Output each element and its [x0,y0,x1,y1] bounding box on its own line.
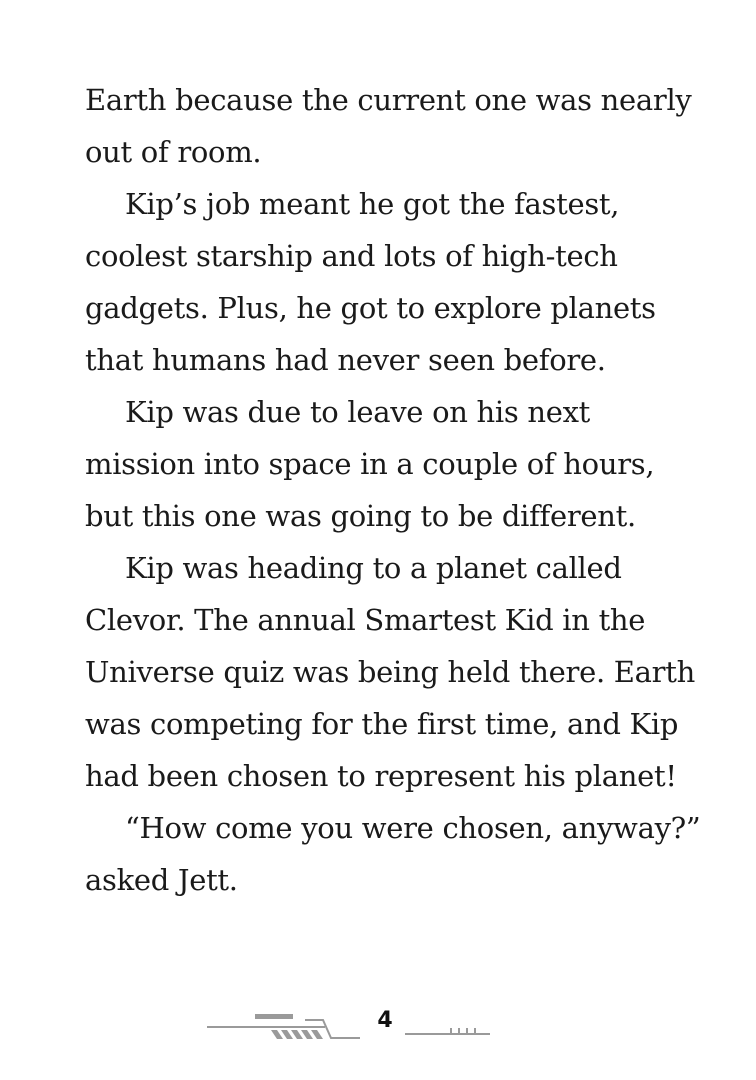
text-line: out of room. [85,135,262,169]
text-line: gadgets. Plus, he got to explore planets [85,291,656,325]
text-line: Clevor. The annual Smartest Kid in the [85,603,646,637]
text-line: was competing for the first time, and Kip [85,707,679,741]
page-text [85,74,705,906]
text-line: Kip was heading to a planet called [125,551,622,585]
text-line: Kip’s job meant he got the fastest, [125,187,620,221]
footer-ornament-icon [205,1006,495,1046]
text-line: “How come you were chosen, anyway?” [125,811,701,845]
text-line: that humans had never seen before. [85,343,606,377]
text-line: asked Jett. [85,863,238,897]
page-number: 4 [377,1008,393,1033]
text-line: Universe quiz was being held there. Earth [85,655,695,689]
text-line: Earth because the current one was nearly [85,83,692,117]
text-line: coolest starship and lots of high-tech [85,239,618,273]
text-line: Kip was due to leave on his next [125,395,591,429]
page-footer [205,1006,495,1046]
text-line: mission into space in a couple of hours, [85,447,655,481]
text-line: had been chosen to represent his planet! [85,759,677,793]
text-line: but this one was going to be different. [85,499,636,533]
